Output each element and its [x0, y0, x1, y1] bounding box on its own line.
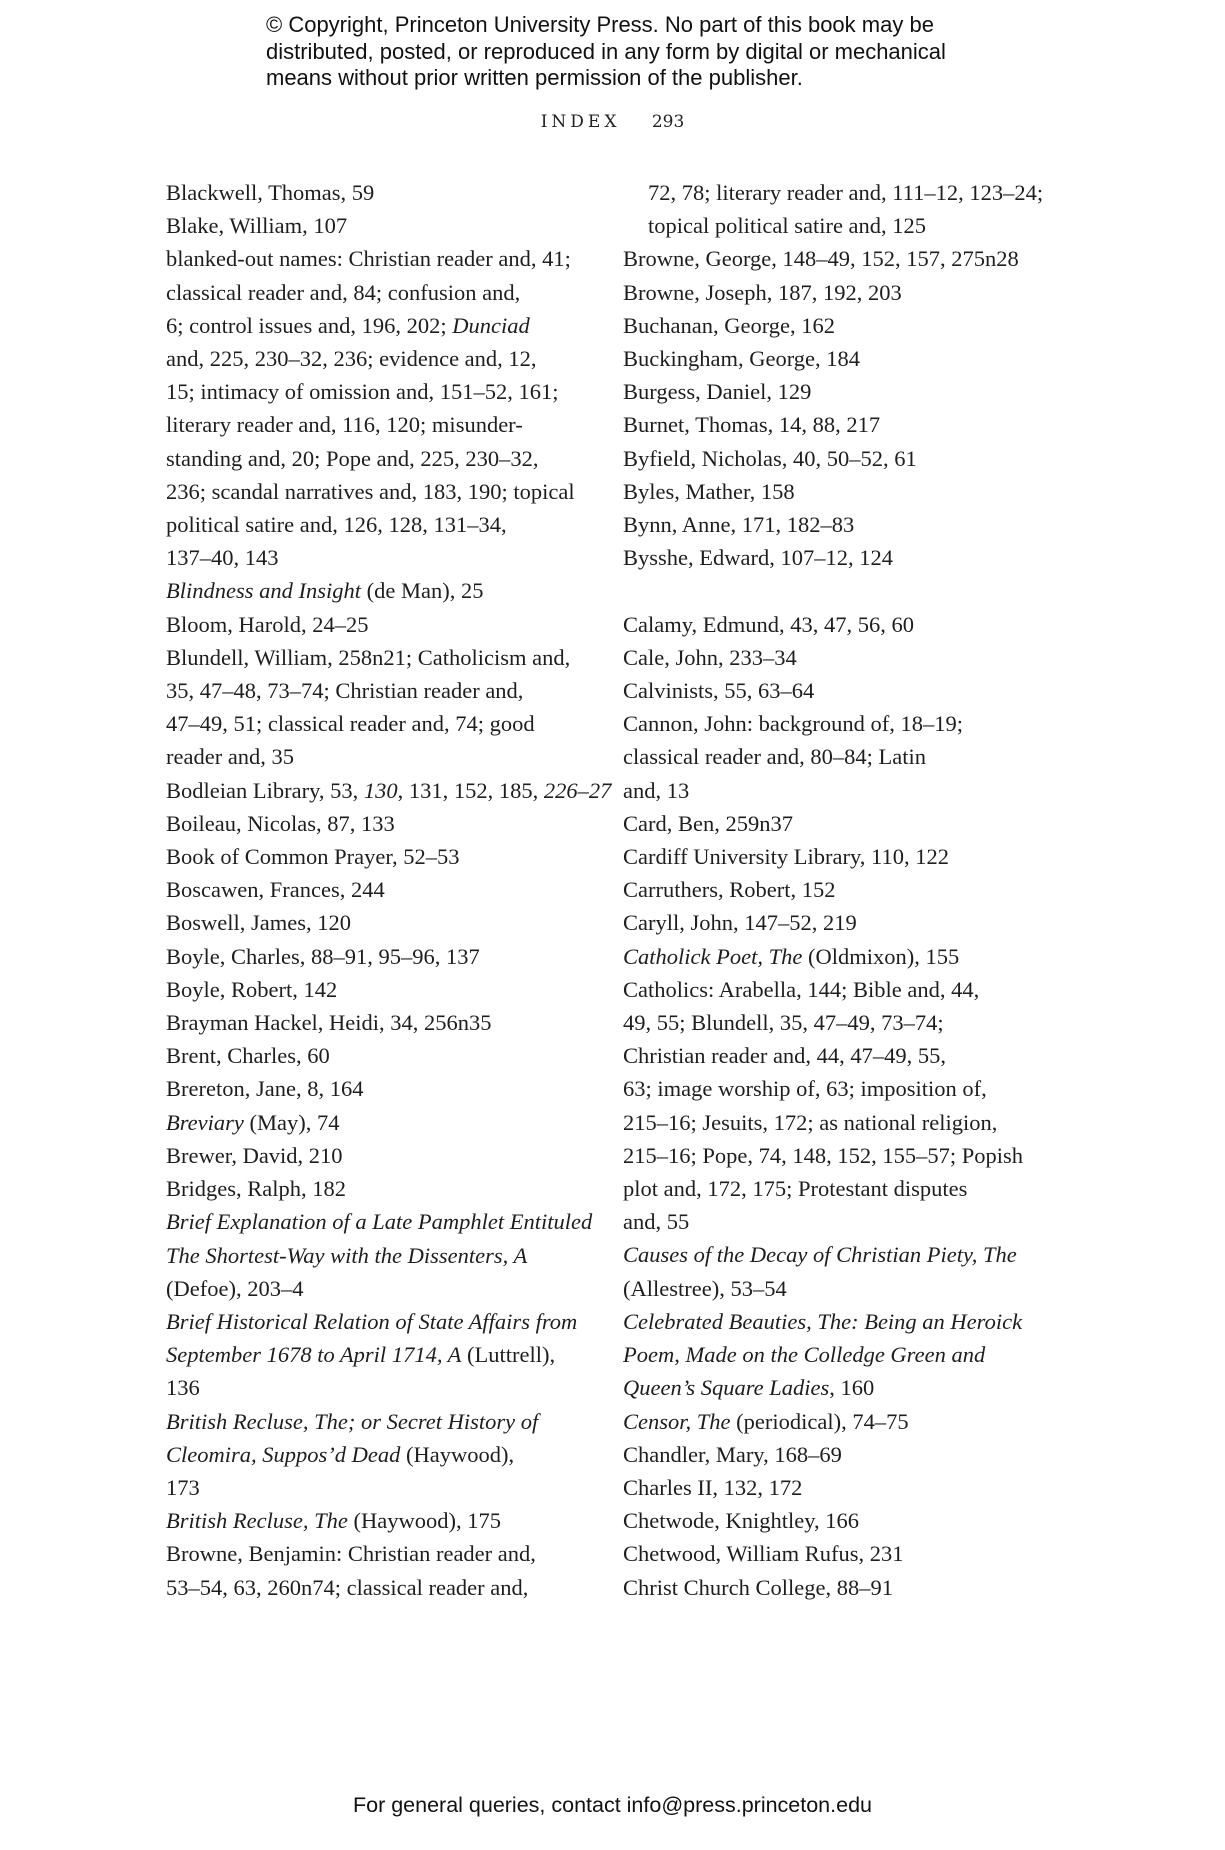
index-entry [166, 1537, 591, 1603]
index-entry [166, 807, 591, 840]
index-line: Boyle, Charles, 88–91, 95–96, 137 [166, 943, 480, 969]
index-line: Bysshe, Edward, 107–12, 124 [623, 545, 893, 571]
index-line: 47–49, 51; classical reader and, 74; good [166, 711, 535, 737]
index-line [623, 1338, 1053, 1371]
index-entry [166, 1305, 591, 1405]
index-line: Buchanan, George, 162 [623, 312, 836, 338]
index-entry [166, 973, 591, 1006]
index-line: 215–16; Pope, 74, 148, 152, 155–57; Popish [623, 1142, 1024, 1168]
index-line: Christ Church College, 88–91 [623, 1574, 893, 1600]
index-line: classical reader and, 84; confusion and, [166, 279, 521, 305]
index-entry [623, 1305, 1053, 1405]
index-entry [166, 940, 591, 973]
italic-title: Queen’s Square Ladies [623, 1375, 830, 1401]
index-column-right [623, 176, 1053, 1604]
index-entry [623, 873, 1053, 906]
italic-title: Brief Explanation of a Late Pamphlet Entituled [166, 1209, 593, 1235]
page-number: 293 [651, 112, 685, 132]
italic-title: Dunciad [452, 312, 530, 338]
index-entry [166, 1072, 591, 1105]
index-line: Censor, The (periodical), 74–75 [623, 1408, 909, 1434]
index-entry [623, 442, 1053, 475]
index-line: Boscawen, Frances, 244 [166, 877, 385, 903]
index-line: 215–16; Jesuits, 172; as national religion, [623, 1109, 998, 1135]
index-entry [623, 906, 1053, 939]
italic-title: Causes of the Decay of Christian Piety, The [623, 1242, 1017, 1268]
index-line: September 1678 to April 1714, A (Luttrell), [166, 1342, 556, 1368]
index-line: and, 55 [623, 1209, 690, 1235]
index-line: (Defoe), 203–4 [166, 1275, 304, 1301]
copyright-line: distributed, posted, or reproduced in any form by digital or mechanical [266, 38, 946, 64]
index-entry [623, 541, 1053, 574]
index-line: Cleomira, Suppos’d Dead (Haywood), [166, 1441, 515, 1467]
italic-title: Blindness and Insight [166, 578, 361, 604]
index-entry [623, 375, 1053, 408]
index-line: and, 225, 230–32, 236; evidence and, 12, [166, 346, 537, 372]
index-line: 173 [166, 1474, 200, 1500]
copyright-line: © Copyright, Princeton University Press. No part of this book may be [266, 12, 934, 37]
index-line: Brayman Hackel, Heidi, 34, 256n35 [166, 1010, 492, 1036]
index-entry [623, 674, 1053, 707]
index-line: Boileau, Nicolas, 87, 133 [166, 810, 395, 836]
index-entry [623, 475, 1053, 508]
index-line: Bridges, Ralph, 182 [166, 1176, 346, 1202]
index-line: Browne, Joseph, 187, 192, 203 [623, 279, 902, 305]
index-line: Charles II, 132, 172 [623, 1474, 803, 1500]
index-line [166, 1205, 593, 1238]
index-entry [166, 176, 591, 209]
index-line: topical political satire and, 125 [648, 213, 927, 239]
index-entry-continued [623, 176, 1053, 242]
italic-title: British Recluse, The [166, 1508, 348, 1534]
index-line: 49, 55; Blundell, 35, 47–49, 73–74; [623, 1010, 944, 1036]
index-line: Breviary (May), 74 [166, 1109, 340, 1135]
index-line: Brereton, Jane, 8, 164 [166, 1076, 364, 1102]
index-entry [166, 840, 591, 873]
index-line: Chetwood, William Rufus, 231 [623, 1541, 904, 1567]
index-line: Bloom, Harold, 24–25 [166, 611, 369, 637]
index-line: Blindness and Insight (de Man), 25 [166, 578, 484, 604]
index-entry [623, 342, 1053, 375]
index-line: Chetwode, Knightley, 166 [623, 1508, 860, 1534]
index-line: Book of Common Prayer, 52–53 [166, 844, 460, 870]
index-line: Burnet, Thomas, 14, 88, 217 [623, 412, 881, 438]
index-line: 137–40, 143 [166, 545, 279, 571]
index-entry [623, 608, 1053, 641]
index-entry [623, 1438, 1053, 1471]
index-line: Brent, Charles, 60 [166, 1043, 330, 1069]
index-line: Calvinists, 55, 63–64 [623, 678, 815, 704]
index-entry [623, 276, 1053, 309]
index-line: Chandler, Mary, 168–69 [623, 1441, 842, 1467]
index-line: 35, 47–48, 73–74; Christian reader and, [166, 678, 524, 704]
italic-title: Censor, The [623, 1408, 731, 1434]
letter-section-gap [623, 574, 1053, 607]
index-entry [623, 242, 1053, 275]
index-line: Cannon, John: background of, 18–19; [623, 711, 963, 737]
index-line: Blackwell, Thomas, 59 [166, 180, 375, 205]
index-entry [166, 873, 591, 906]
italic-title: Celebrated Beauties, The: Being an Heroick [623, 1308, 1023, 1334]
index-line: plot and, 172, 175; Protestant disputes [623, 1176, 968, 1202]
index-line: 53–54, 63, 260n74; classical reader and, [166, 1574, 529, 1600]
index-line: literary reader and, 116, 120; misunder- [166, 412, 523, 438]
index-entry [623, 408, 1053, 441]
index-entry [166, 641, 591, 774]
italic-title: Brief Historical Relation of State Affairs from [166, 1308, 578, 1334]
index-line: 15; intimacy of omission and, 151–52, 161; [166, 379, 559, 405]
italic-title: Catholick Poet, The [623, 943, 803, 969]
index-line: 72, 78; literary reader and, 111–12, 123–24; [648, 180, 1044, 205]
index-entry [166, 1504, 591, 1537]
index-entry [623, 508, 1053, 541]
index-entry [623, 840, 1053, 873]
index-line: blanked-out names: Christian reader and, 41; [166, 246, 571, 272]
index-line: 136 [166, 1375, 200, 1401]
index-line: and, 13 [623, 777, 690, 803]
index-line: 63; image worship of, 63; imposition of, [623, 1076, 987, 1102]
index-entry [166, 209, 591, 242]
index-entry [166, 242, 591, 574]
italic-title: Poem, Made on the Colledge Green and [623, 1342, 986, 1368]
index-line [166, 1239, 591, 1272]
index-entry [166, 1006, 591, 1039]
index-entry [623, 1471, 1053, 1504]
index-line: 6; control issues and, 196, 202; Dunciad [166, 312, 530, 338]
index-entry [166, 574, 591, 607]
italic-title: British Recluse, The; or Secret History of [166, 1408, 539, 1434]
index-line: Calamy, Edmund, 43, 47, 56, 60 [623, 611, 915, 637]
index-line: Bodleian Library, 53, 130, 131, 152, 185, 226–27 [166, 777, 612, 803]
index-entry [166, 1139, 591, 1172]
index-line: (Allestree), 53–54 [623, 1275, 787, 1301]
index-line [623, 1305, 1053, 1338]
index-entry [623, 807, 1053, 840]
index-line: Burgess, Daniel, 129 [623, 379, 812, 405]
index-line: reader and, 35 [166, 744, 295, 770]
index-entry [623, 1238, 1053, 1304]
index-entry [623, 973, 1053, 1239]
index-entry [623, 641, 1053, 674]
index-column-left [166, 176, 612, 1604]
index-line: Cardiff University Library, 110, 122 [623, 844, 949, 870]
index-entry [166, 608, 591, 641]
copyright-line: means without prior written permission of the publisher. [266, 65, 803, 90]
copyright-notice [266, 12, 986, 92]
index-line: Caryll, John, 147–52, 219 [623, 910, 857, 936]
index-line: Browne, Benjamin: Christian reader and, [166, 1541, 536, 1567]
index-entry [623, 309, 1053, 342]
italic-title: Cleomira, Suppos’d Dead [166, 1441, 401, 1467]
index-line: Cale, John, 233–34 [623, 644, 797, 670]
italic-title: 226–27 [543, 777, 612, 803]
index-line [166, 1305, 591, 1338]
index-entry [166, 906, 591, 939]
index-entry [166, 774, 612, 807]
index-entry [166, 1106, 591, 1139]
index-line: Christian reader and, 44, 47–49, 55, [623, 1043, 947, 1069]
index-line: 236; scandal narratives and, 183, 190; topical [166, 478, 575, 504]
index-line: Boswell, James, 120 [166, 910, 351, 936]
footer-contact: For general queries, contact info@press.princeton.edu [352, 1793, 872, 1817]
index-line: Buckingham, George, 184 [623, 346, 861, 372]
index-line: Boyle, Robert, 142 [166, 976, 338, 1002]
index-line: standing and, 20; Pope and, 225, 230–32, [166, 445, 539, 471]
index-line: Carruthers, Robert, 152 [623, 877, 836, 903]
index-entry [623, 1405, 1053, 1438]
index-line: Byfield, Nicholas, 40, 50–52, 61 [623, 445, 917, 471]
index-entry [166, 1172, 591, 1205]
index-entry [166, 1039, 591, 1072]
index-entry [623, 1537, 1053, 1570]
index-line: Card, Ben, 259n37 [623, 810, 793, 836]
index-line: Byles, Mather, 158 [623, 478, 795, 504]
index-line: Blake, William, 107 [166, 213, 348, 239]
index-entry [166, 1205, 591, 1305]
index-line: Catholick Poet, The (Oldmixon), 155 [623, 943, 960, 969]
index-entry [623, 1504, 1053, 1537]
index-entry [623, 940, 1053, 973]
index-line [623, 1238, 1053, 1271]
index-entry [166, 1405, 591, 1505]
index-line: Catholics: Arabella, 144; Bible and, 44, [623, 976, 980, 1002]
index-entry [623, 1571, 1053, 1604]
index-line: British Recluse, The (Haywood), 175 [166, 1508, 501, 1534]
index-line: classical reader and, 80–84; Latin [623, 744, 927, 770]
italic-title: The Shortest-Way with the Dissenters, A [166, 1242, 528, 1268]
index-line: Brewer, David, 210 [166, 1142, 343, 1168]
index-line [166, 1405, 591, 1438]
italic-title: Breviary [166, 1109, 244, 1135]
index-line: Bynn, Anne, 171, 182–83 [623, 512, 855, 538]
italic-title: September 1678 to April 1714, A [166, 1342, 462, 1368]
index-entry [623, 707, 1053, 807]
index-line: political satire and, 126, 128, 131–34, [166, 512, 507, 538]
running-head-label: INDEX [540, 112, 621, 132]
index-line: Queen’s Square Ladies, 160 [623, 1375, 875, 1401]
index-line: Blundell, William, 258n21; Catholicism and, [166, 644, 571, 670]
italic-title: 130 [363, 777, 398, 803]
running-head [0, 112, 1225, 132]
index-line: Browne, George, 148–49, 152, 157, 275n28 [623, 246, 1019, 272]
